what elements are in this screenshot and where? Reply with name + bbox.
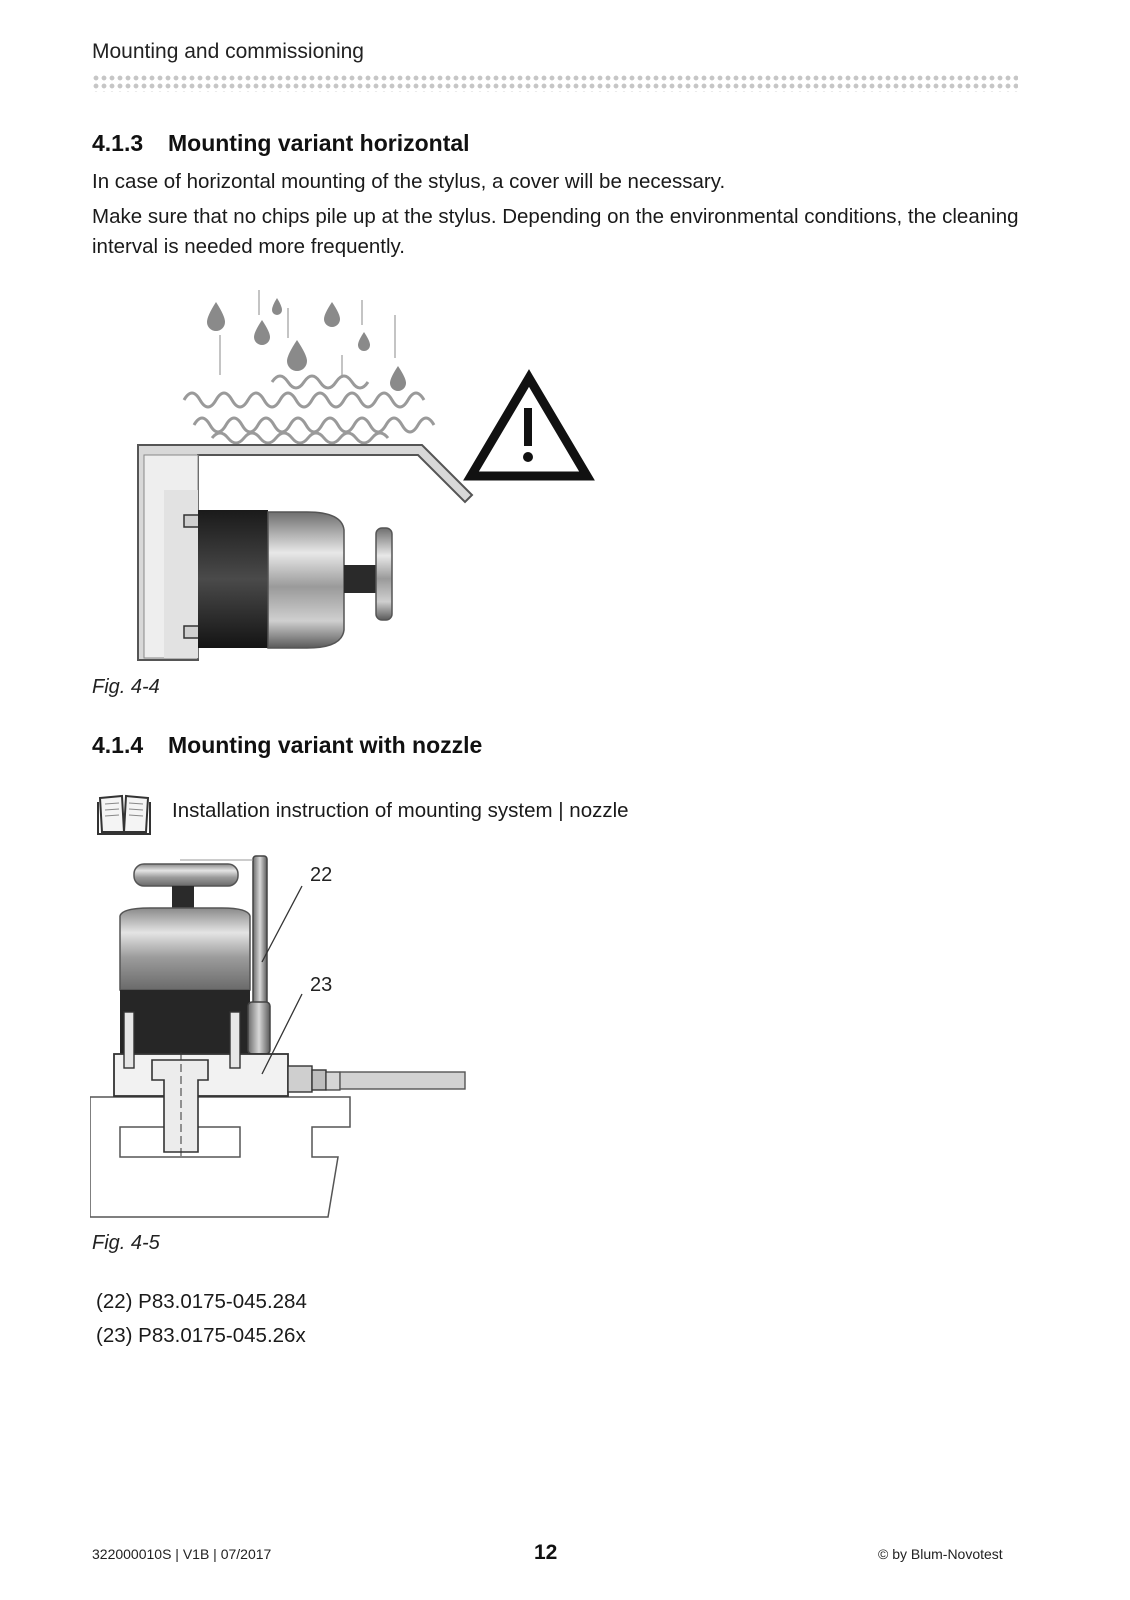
section-heading-4-1-4: [92, 732, 482, 759]
hose-connector: [288, 1066, 312, 1092]
nozzle-fitting: [248, 1002, 270, 1054]
legend-item-23: (23) P83.0175-045.26x: [96, 1324, 306, 1347]
callout-22: 22: [310, 864, 333, 886]
footer-doc-id: 322000010S | V1B | 07/2017: [92, 1546, 272, 1562]
probe-housing: [268, 512, 344, 648]
figure-nozzle-mounting: [90, 852, 480, 1224]
coolant-hose: [340, 1072, 465, 1089]
paragraph-cover-note: In case of horizontal mounting of the stylus, a cover will be necessary.: [92, 170, 726, 193]
figure-horizontal-mounting: [92, 290, 612, 685]
footer-page-number: 12: [534, 1541, 558, 1564]
leader-line-22: [262, 886, 302, 962]
legend-item-22: (22) P83.0175-045.284: [96, 1290, 307, 1313]
callout-23: 23: [310, 974, 333, 996]
rain-lines: [220, 290, 395, 378]
section-number: 4.1.4: [92, 732, 144, 758]
section-number: 4.1.3: [92, 130, 144, 156]
figure-caption-4-4: Fig. 4-4: [92, 676, 160, 698]
header-dotted-rule: [92, 74, 1018, 92]
stylus-disc: [134, 864, 238, 886]
running-header: Mounting and commissioning: [92, 40, 364, 63]
reference-instruction: Installation instruction of mounting system | nozzle: [172, 799, 629, 822]
section-title: Mounting variant horizontal: [168, 130, 470, 156]
warning-triangle-icon: [471, 378, 587, 476]
book-reference-icon: [96, 792, 152, 836]
figure-caption-4-5: Fig. 4-5: [92, 1232, 160, 1254]
probe-base-dark: [198, 510, 268, 648]
probe-housing: [120, 908, 250, 990]
footer-copyright: © by Blum-Novotest: [878, 1546, 1003, 1562]
section-heading-4-1-3: [92, 130, 470, 157]
nozzle-tube: [253, 856, 267, 1006]
stylus-shaft: [344, 565, 378, 593]
section-title: Mounting variant with nozzle: [168, 732, 483, 758]
paragraph-chips-note: Make sure that no chips pile up at the stylus. Depending on the environmental conditions, the cleaning interval is needed more frequently.: [92, 205, 1019, 258]
stylus-disc: [376, 528, 392, 620]
